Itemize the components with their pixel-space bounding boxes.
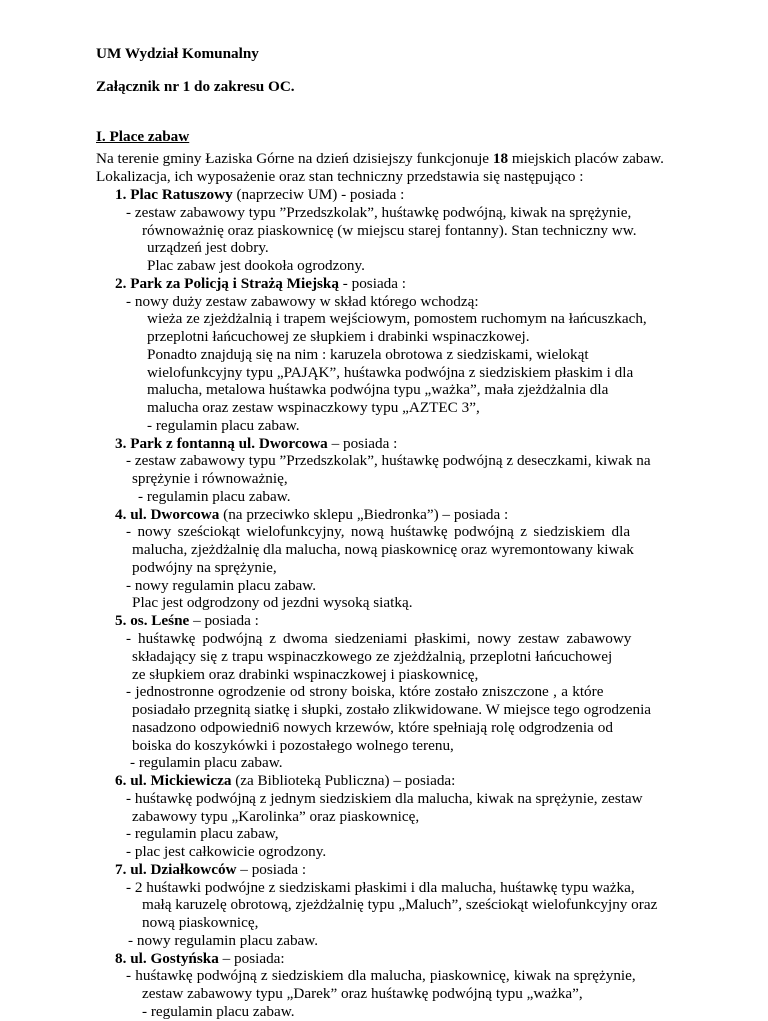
item-number: 2. <box>115 275 127 292</box>
item-description-line: - nowy regulamin placu zabaw. <box>126 577 317 594</box>
item-description-line: - nowy sześciokąt wielofunkcyjny, nową huśtawkę podwójną z siedziskiem dla <box>126 523 631 540</box>
item-location: Plac Ratuszowy <box>130 186 233 203</box>
item-number: 4. <box>115 506 127 523</box>
item-description-line: - 2 huśtawki podwójne z siedziskami płaskimi i dla malucha, huśtawkę typu ważka, <box>126 879 635 896</box>
item-description-line: nową piaskownicę, <box>142 914 259 931</box>
item-description-line: boiska do koszykówki i pozostałego wolnego terenu, <box>132 737 454 754</box>
list-item-heading <box>115 275 406 293</box>
item-description-line: posiadało przegnitą siatkę i słupki, zostało zlikwidowane. W miejsce tego ogrodzenia <box>132 701 652 718</box>
item-heading-rest: (naprzeciw UM) - posiada : <box>232 186 405 203</box>
item-heading-rest: - posiada : <box>338 275 407 292</box>
intro-text-post: miejskich placów zabaw. <box>508 150 664 167</box>
item-description-line: podwójny na sprężynie, <box>132 559 277 576</box>
item-description-line: - huśtawkę podwójną z jednym siedziskiem dla malucha, kiwak na sprężynie, zestaw <box>126 790 643 807</box>
item-location: Park z fontanną ul. Dworcowa <box>130 435 328 452</box>
intro-line-2: Lokalizacja, ich wyposażenie oraz stan techniczny przedstawia się następująco : <box>96 168 584 185</box>
item-location: ul. Dworcowa <box>130 506 220 523</box>
item-description-line: urządzeń jest dobry. <box>147 239 269 256</box>
item-heading-rest: – posiada : <box>236 861 307 878</box>
item-number: 1. <box>115 186 127 203</box>
item-number: 3. <box>115 435 127 452</box>
item-description-line: małą karuzelę obrotową, zjeżdżalnię typu „Maluch”, sześciokąt wielofunkcyjny oraz <box>142 896 658 913</box>
item-description-line: - nowy regulamin placu zabaw. <box>128 932 319 949</box>
list-item-heading <box>115 950 285 968</box>
item-description-line: - regulamin placu zabaw. <box>130 754 283 771</box>
item-number: 7. <box>115 861 127 878</box>
department-heading: UM Wydział Komunalny <box>96 45 259 62</box>
item-description-line: wieża ze zjeżdżalnią i trapem wejściowym, pomostem ruchomym na łańcuszkach, <box>147 310 647 327</box>
list-item-heading <box>115 506 508 524</box>
item-description-line: malucha, metalowa huśtawka podwójna typu „ważka”, mała zjeżdżalnia dla <box>147 381 609 398</box>
item-description-line: przeplotni łańcuchowej ze słupkiem i drabinki wspinaczkowej. <box>147 328 530 345</box>
item-description-line: ze słupkiem oraz drabinki wspinaczkowej i piaskownicę, <box>132 666 479 683</box>
item-description-line: wielofunkcyjny typu „PAJĄK”, huśtawka podwójna z siedziskiem płaskim i dla <box>147 364 634 381</box>
item-description-line: - huśtawkę podwójną z siedziskiem dla malucha, piaskownicę, kiwak na sprężynie, <box>126 967 636 984</box>
item-location: ul. Działkowców <box>130 861 237 878</box>
item-heading-rest: (na przeciwko sklepu „Biedronka”) – posiada : <box>219 506 509 523</box>
item-number: 5. <box>115 612 127 629</box>
list-item-heading <box>115 612 259 630</box>
item-description-line: zestaw zabawowy typu „Darek” oraz huśtawkę podwójną typu „ważka”, <box>142 985 583 1002</box>
item-description-line: zabawowy typu „Karolinka” oraz piaskownicę, <box>132 808 420 825</box>
item-description-line: - zestaw zabawowy typu ”Przedszkolak”, huśtawkę podwójną, kiwak na sprężynie, <box>126 204 632 221</box>
list-item-heading <box>115 772 455 790</box>
item-description-line: - jednostronne ogrodzenie od strony boiska, które zostało zniszczone , a które <box>126 683 604 700</box>
item-heading-rest: – posiada: <box>218 950 285 967</box>
list-item-heading <box>115 861 306 879</box>
playground-count: 18 <box>492 150 509 167</box>
item-description-line: malucha oraz zestaw wspinaczkowy typu „AZTEC 3”, <box>147 399 480 416</box>
item-description-line: - plac jest całkowicie ogrodzony. <box>126 843 327 860</box>
item-location: os. Leśne <box>130 612 190 629</box>
item-description-line: malucha, zjeżdżalnię dla malucha, nową piaskownicę oraz wyremontowany kiwak <box>132 541 634 558</box>
item-description-line: - regulamin placu zabaw. <box>138 488 291 505</box>
item-location: ul. Gostyńska <box>130 950 219 967</box>
item-description-line: Ponadto znajdują się na nim : karuzela obrotowa z siedziskami, wielokąt <box>147 346 589 363</box>
item-description-line: Plac jest odgrodzony od jezdni wysoką siatką. <box>132 594 413 611</box>
intro-line-1 <box>96 150 664 168</box>
item-description-line: równoważnię oraz piaskownicę (w miejscu starej fontanny). Stan techniczny ww. <box>142 222 637 239</box>
item-description-line: sprężynie i równoważnię, <box>132 470 288 487</box>
attachment-heading: Załącznik nr 1 do zakresu OC. <box>96 78 295 95</box>
item-number: 6. <box>115 772 127 789</box>
item-description-line: Plac zabaw jest dookoła ogrodzony. <box>147 257 365 274</box>
item-heading-rest: – posiada : <box>189 612 259 629</box>
item-location: ul. Mickiewicza <box>130 772 232 789</box>
item-location: Park za Policją i Strażą Miejską <box>130 275 339 292</box>
item-number: 8. <box>115 950 127 967</box>
intro-text-pre: Na terenie gminy Łaziska Górne na dzień dzisiejszy funkcjonuje <box>96 150 493 167</box>
list-item-heading <box>115 186 404 204</box>
item-description-line: - regulamin placu zabaw. <box>147 417 300 434</box>
list-item-heading <box>115 435 397 453</box>
item-description-line: nasadzono odpowiedni6 nowych krzewów, które spełniają rolę odgrodzenia od <box>132 719 613 736</box>
item-description-line: - zestaw zabawowy typu ”Przedszkolak”, huśtawkę podwójną z deseczkami, kiwak na <box>126 452 651 469</box>
item-description-line: składający się z trapu wspinaczkowego ze zjeżdżalnią, przeplotni łańcuchowej <box>132 648 613 665</box>
item-heading-rest: (za Biblioteką Publiczna) – posiada: <box>231 772 456 789</box>
item-heading-rest: – posiada : <box>327 435 398 452</box>
item-description-line: - nowy duży zestaw zabawowy w skład którego wchodzą: <box>126 293 479 310</box>
item-description-line: - regulamin placu zabaw, <box>126 825 279 842</box>
section-title: I. Place zabaw <box>96 128 190 145</box>
item-description-line: - regulamin placu zabaw. <box>142 1003 295 1020</box>
item-description-line: - huśtawkę podwójną z dwoma siedzeniami płaskimi, nowy zestaw zabawowy <box>126 630 632 647</box>
